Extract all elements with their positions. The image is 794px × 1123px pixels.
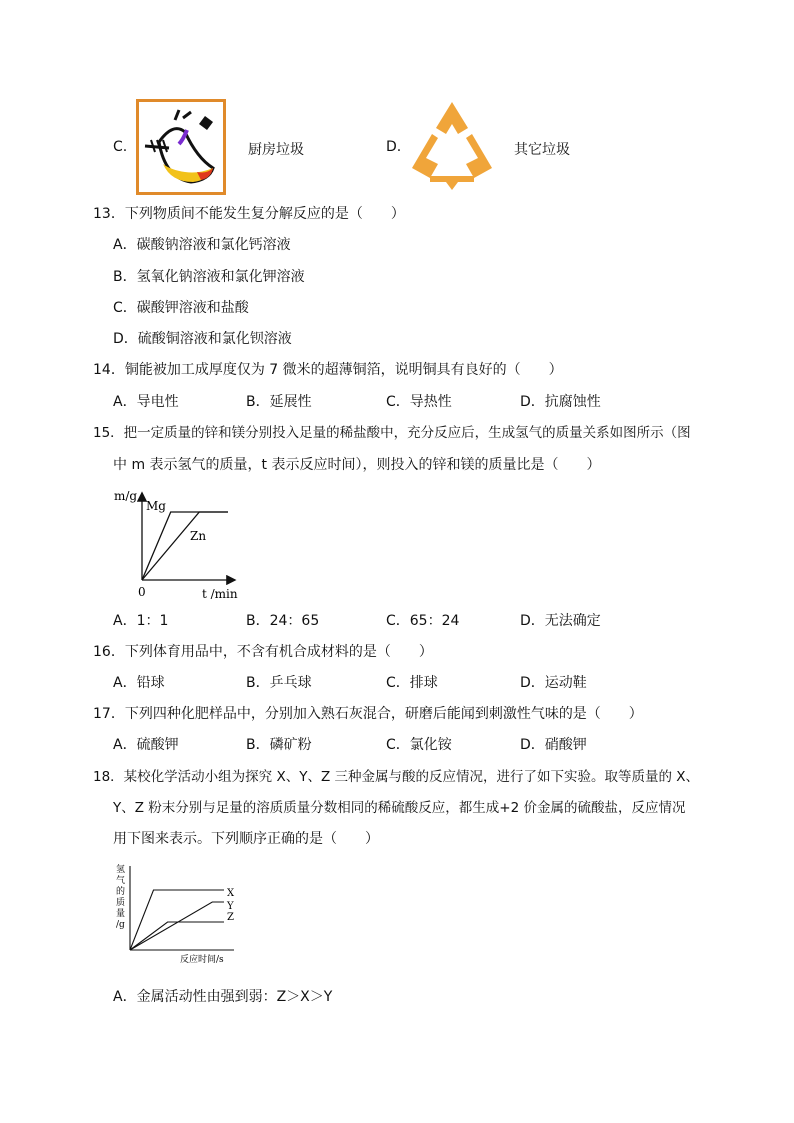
q15-origin-label: 0: [138, 585, 146, 599]
q16-option-b: B．乒乓球: [246, 675, 312, 691]
q18-y-label-char-5: 量: [116, 909, 126, 919]
q13-option-c: C．碳酸钾溶液和盐酸: [113, 300, 249, 316]
q18-y-label-char-1: 氢: [116, 865, 126, 875]
q13-option-b: B．氢氧化钠溶液和氯化钾溶液: [113, 269, 305, 285]
q18-x-axis-label: 反应时间/s: [180, 955, 224, 965]
other-waste-recycle-icon: [408, 98, 496, 192]
q18-series-x-label: X: [227, 888, 235, 899]
q18-series-z-label: Z: [227, 912, 234, 923]
q13-option-d: D．硫酸铜溶液和氯化钡溶液: [113, 331, 292, 347]
q18-series-z-line: [130, 922, 224, 950]
q15-series-mg-line: [142, 512, 228, 580]
q12-option-d-text: 其它垃圾: [514, 142, 570, 158]
q14-stem: 14．铜能被加工成厚度仅为 7 微米的超薄铜箔，说明铜具有良好的（ ）: [93, 362, 563, 378]
q18-option-a: A．金属活动性由强到弱：Z＞X＞Y: [113, 989, 333, 1005]
q12-option-d-label: D.: [386, 139, 402, 155]
q15-x-axis-label: t /min: [202, 587, 238, 601]
kitchen-waste-icon: [136, 99, 226, 195]
q14-option-c: C．导热性: [386, 394, 452, 410]
q18-chart: [110, 858, 250, 968]
q16-stem: 16．下列体育用品中，不含有机合成材料的是（ ）: [93, 644, 433, 660]
q17-option-a: A．硫酸钾: [113, 737, 179, 753]
q15-option-d: D．无法确定: [520, 613, 601, 629]
q17-option-d: D．硝酸钾: [520, 737, 587, 753]
q14-option-b: B．延展性: [246, 394, 312, 410]
q18-stem-line2: Y、Z 粉末分别与足量的溶质质量分数相同的稀硫酸反应，都生成+2 价金属的硫酸盐，反应情况: [113, 800, 686, 816]
q17-stem: 17．下列四种化肥样品中，分别加入熟石灰混合，研磨后能闻到刺激性气味的是（ ）: [93, 706, 643, 722]
q14-option-d: D．抗腐蚀性: [520, 394, 601, 410]
q18-stem-line3: 用下图来表示。下列顺序正确的是（ ）: [113, 831, 379, 847]
q16-option-d: D．运动鞋: [520, 675, 587, 691]
q15-series-zn-line: [142, 512, 228, 580]
q15-chart: [110, 486, 250, 606]
q13-stem: 13．下列物质间不能发生复分解反应的是（ ）: [93, 206, 405, 222]
q18-series-x-line: [130, 890, 224, 950]
q18-y-label-char-6: /g: [116, 920, 125, 930]
q14-option-a: A．导电性: [113, 394, 179, 410]
q15-option-c: C．65：24: [386, 613, 460, 629]
q16-option-c: C．排球: [386, 675, 438, 691]
q13-option-a: A．碳酸钠溶液和氯化钙溶液: [113, 237, 291, 253]
q12-option-c-label: C.: [113, 139, 128, 155]
q15-stem-line1: 15．把一定质量的锌和镁分别投入足量的稀盐酸中，充分反应后，生成氢气的质量关系如图所示（图: [93, 425, 691, 441]
q15-option-a: A．1：1: [113, 613, 169, 629]
q18-series-y-label: Y: [227, 901, 234, 912]
q17-option-b: B．磷矿粉: [246, 737, 312, 753]
q15-option-b: B．24：65: [246, 613, 320, 629]
q15-series-zn-label: Zn: [190, 529, 207, 543]
q18-y-label-char-3: 的: [116, 887, 126, 897]
q18-y-label-char-2: 气: [116, 876, 126, 886]
q16-option-a: A．铅球: [113, 675, 165, 691]
q18-stem-line1: 18．某校化学活动小组为探究 X、Y、Z 三种金属与酸的反应情况，进行了如下实验。取等质量的 X、: [93, 769, 700, 785]
q17-option-c: C．氯化铵: [386, 737, 452, 753]
q18-y-label-char-4: 质: [116, 898, 126, 908]
q15-stem-line2: 中 m 表示氢气的质量，t 表示反应时间），则投入的锌和镁的质量比是（ ）: [113, 457, 601, 473]
q15-series-mg-label: Mg: [146, 499, 166, 513]
q12-option-c-text: 厨房垃圾: [248, 142, 304, 158]
q18-series-y-line: [130, 902, 224, 950]
q15-y-axis-label: m/g: [114, 489, 138, 503]
